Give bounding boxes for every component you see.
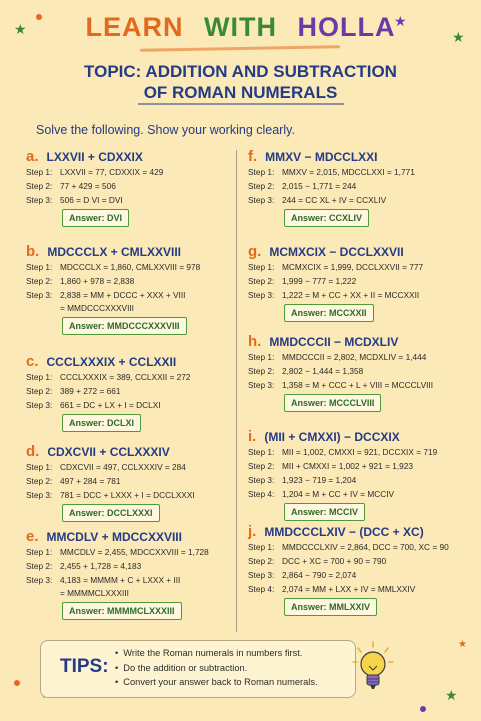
step-label: Step 1:: [26, 372, 53, 382]
step-label: Step 1:: [26, 462, 53, 472]
problem-title: [248, 333, 470, 350]
step-label: Step 4:: [248, 584, 275, 594]
step-label: Step 3:: [26, 290, 53, 300]
decor-dot: [14, 680, 20, 686]
answer-box: Answer: DCLXI: [62, 414, 141, 432]
tips-title: TIPS:: [60, 656, 109, 677]
step-label: Step 2:: [248, 276, 275, 286]
step-work: 661 = DC + LX + I = DCLXI: [60, 400, 161, 410]
tips-list: [115, 646, 318, 690]
star-icon: ★: [458, 639, 467, 650]
step-row: [248, 459, 470, 473]
step-work: 389 + 272 = 661: [60, 386, 121, 396]
step-work: 1,999 − 777 = 1,222: [282, 276, 357, 286]
problem-letter: d.: [26, 443, 40, 460]
problem-expression: CCCLXXXIX + CCLXXII: [46, 355, 177, 369]
topic-line-2: OF ROMAN NUMERALS: [143, 83, 338, 102]
problem-expression: (MII + CMXXI) − DCCXIX: [264, 430, 400, 444]
problem-letter: c.: [26, 353, 39, 370]
step-label: Step 2:: [248, 181, 275, 191]
answer-box: Answer: DVI: [62, 209, 129, 227]
answer-box: Answer: MCCIV: [284, 503, 365, 521]
problem-j: [248, 523, 470, 616]
step-label: Step 3:: [248, 290, 275, 300]
brand-title: [0, 12, 481, 43]
topic-heading: [0, 61, 481, 103]
brand-word-with: WITH: [204, 12, 277, 42]
answer-box: Answer: MCCCLVIII: [284, 394, 381, 412]
step-label: Step 4:: [248, 489, 275, 499]
step-row: [26, 573, 248, 587]
step-label: Step 3:: [26, 400, 53, 410]
step-row: [248, 473, 470, 487]
step-work: 2,838 = MM + DCCC + XXX + VIII: [60, 290, 186, 300]
topic-line-1: TOPIC: ADDITION AND SUBTRACTION: [84, 62, 397, 81]
problem-g: [248, 243, 470, 322]
step-row: [248, 364, 470, 378]
problem-expression: MMCDLV + MDCCXXVIII: [46, 530, 182, 544]
step-row: [26, 288, 248, 302]
step-row: [26, 260, 248, 274]
problem-title: [248, 428, 470, 445]
step-label: Step 3:: [248, 380, 275, 390]
star-icon: ★: [445, 687, 458, 703]
step-label: Step 2:: [248, 366, 275, 376]
step-work: CCCLXXXIX = 389, CCLXXII = 272: [60, 372, 191, 382]
problem-title: [26, 528, 248, 545]
step-row: [248, 260, 470, 274]
step-row: [248, 165, 470, 179]
step-row: [248, 179, 470, 193]
problem-letter: a.: [26, 148, 39, 165]
step-work: 497 + 284 = 781: [60, 476, 121, 486]
tip-item: • Do the addition or subtraction.: [115, 661, 318, 676]
problem-i: [248, 428, 470, 521]
step-label: Step 2:: [248, 556, 275, 566]
step-work: 1,204 = M + CC + IV = MCCIV: [282, 489, 395, 499]
problem-expression: MCMXCIX − DCCLXXVII: [269, 245, 404, 259]
step-work: 1,222 = M + CC + XX + II = MCCXXII: [282, 290, 420, 300]
step-label: Step 3:: [26, 195, 53, 205]
step-row: [248, 582, 470, 596]
lightbulb-icon: [350, 640, 396, 696]
step-work: DCC + XC = 700 + 90 = 790: [282, 556, 387, 566]
answer-box: Answer: CCXLIV: [284, 209, 369, 227]
step-row: [26, 559, 248, 573]
problem-a: [26, 148, 248, 227]
step-label: Step 2:: [26, 181, 53, 191]
step-continuation: = MMDCCCXXXVIII: [60, 303, 134, 313]
step-row: [248, 568, 470, 582]
step-label: Step 3:: [26, 490, 53, 500]
step-work: 77 + 429 = 506: [60, 181, 116, 191]
star-icon: ★: [14, 21, 27, 37]
problem-letter: i.: [248, 428, 257, 445]
problem-expression: CDXCVII + CCLXXXIV: [47, 445, 170, 459]
answer-box: Answer: MMDCCCXXXVIII: [62, 317, 187, 335]
step-work: 1,923 − 719 = 1,204: [282, 475, 357, 485]
step-row: [26, 179, 248, 193]
brand-word-learn: LEARN: [85, 12, 184, 42]
step-label: Step 1:: [26, 167, 53, 177]
step-label: Step 3:: [248, 475, 275, 485]
problem-expression: MMDCCCII − MCDXLIV: [269, 335, 399, 349]
step-work: MII = 1,002, CMXXI = 921, DCCXIX = 719: [282, 447, 438, 457]
star-icon: ★: [452, 29, 465, 45]
step-work: 2,455 + 1,728 = 4,183: [60, 561, 142, 571]
step-work: MMCDLV = 2,455, MDCCXXVIII = 1,728: [60, 547, 209, 557]
problem-letter: b.: [26, 243, 40, 260]
answer-box: Answer: MMLXXIV: [284, 598, 377, 616]
step-row: [248, 487, 470, 501]
problem-letter: g.: [248, 243, 262, 260]
step-work: 4,183 = MMMM + C + LXXX + III: [60, 575, 181, 585]
decor-dot: [420, 706, 426, 712]
step-work: MCMXCIX = 1,999, DCCLXXVII = 777: [282, 262, 424, 272]
step-label: Step 2:: [248, 461, 275, 471]
step-label: Step 1:: [248, 167, 275, 177]
star-icon: ★: [394, 13, 407, 29]
step-continuation: = MMMMCLXXXIII: [60, 588, 129, 598]
step-label: Step 2:: [26, 476, 53, 486]
step-label: Step 1:: [248, 447, 275, 457]
step-label: Step 3:: [248, 570, 275, 580]
problem-d: [26, 443, 248, 522]
step-row: [26, 488, 248, 502]
problem-expression: LXXVII + CDXXIX: [46, 150, 143, 164]
step-work: 1,358 = M + CCC + L + VIII = MCCCLVIII: [282, 380, 434, 390]
answer-box: Answer: MMMMCLXXXIII: [62, 602, 182, 620]
step-work: 781 = DCC + LXXX + I = DCCLXXXI: [60, 490, 195, 500]
step-row: [26, 384, 248, 398]
step-work: MMXV = 2,015, MDCCLXXI = 1,771: [282, 167, 415, 177]
problem-b: [26, 243, 248, 335]
problem-expression: MDCCCLX + CMLXXVIII: [47, 245, 182, 259]
step-work: 244 = CC XL + IV = CCXLIV: [282, 195, 387, 205]
step-work: LXXVII = 77, CDXXIX = 429: [60, 167, 164, 177]
answer-box: Answer: MCCXXII: [284, 304, 374, 322]
step-label: Step 2:: [26, 386, 53, 396]
problem-expression: MMXV − MDCCLXXI: [265, 150, 378, 164]
problem-letter: j.: [248, 523, 257, 540]
problem-title: [26, 443, 248, 460]
step-label: Step 3:: [248, 195, 275, 205]
step-row: [26, 193, 248, 207]
step-work: MMDCCCII = 2,802, MCDXLIV = 1,444: [282, 352, 427, 362]
step-row: [248, 288, 470, 302]
step-row: [26, 165, 248, 179]
step-row: [248, 445, 470, 459]
problem-e: [26, 528, 248, 620]
problem-title: [26, 243, 248, 260]
step-work: MDCCCLX = 1,860, CMLXXVIII = 978: [60, 262, 201, 272]
step-row: [26, 274, 248, 288]
step-label: Step 1:: [26, 262, 53, 272]
step-row: [26, 398, 248, 412]
problem-c: [26, 353, 248, 432]
problem-title: [26, 353, 248, 370]
step-work: 1,860 + 978 = 2,838: [60, 276, 135, 286]
problem-letter: e.: [26, 528, 39, 545]
step-label: Step 1:: [248, 352, 275, 362]
step-label: Step 2:: [26, 561, 53, 571]
step-row: [26, 370, 248, 384]
tip-item: • Convert your answer back to Roman numerals.: [115, 675, 318, 690]
step-row: [26, 460, 248, 474]
problem-letter: h.: [248, 333, 262, 350]
problem-title: [248, 148, 470, 165]
step-label: Step 2:: [26, 276, 53, 286]
step-row: [26, 474, 248, 488]
problem-f: [248, 148, 470, 227]
problem-title: [248, 523, 470, 540]
step-work: 2,015 − 1,771 = 244: [282, 181, 357, 191]
step-work: 506 = D VI = DVI: [60, 195, 123, 205]
step-row: [248, 378, 470, 392]
step-row: [248, 274, 470, 288]
problem-h: [248, 333, 470, 412]
step-row: [26, 545, 248, 559]
problem-letter: f.: [248, 148, 258, 165]
brand-word-holla: HOLLA: [297, 12, 396, 42]
step-row: [248, 554, 470, 568]
step-row: [248, 193, 470, 207]
topic-underline: [138, 103, 344, 105]
step-work: MMDCCCLXIV = 2,864, DCC = 700, XC = 90: [282, 542, 449, 552]
instruction-text: Solve the following. Show your working clearly.: [36, 123, 295, 137]
problem-expression: MMDCCCLXIV − (DCC + XC): [264, 525, 424, 539]
step-work: MII + CMXXI = 1,002 + 921 = 1,923: [282, 461, 413, 471]
step-work: CDXCVII = 497, CCLXXXIV = 284: [60, 462, 186, 472]
brand-underline: [140, 45, 340, 51]
step-row: [248, 350, 470, 364]
tip-item: • Write the Roman numerals in numbers first.: [115, 646, 318, 661]
step-label: Step 1:: [248, 262, 275, 272]
step-label: Step 3:: [26, 575, 53, 585]
step-work: 2,074 = MM + LXX + IV = MMLXXIV: [282, 584, 416, 594]
problem-title: [26, 148, 248, 165]
problem-title: [248, 243, 470, 260]
answer-box: Answer: DCCLXXXI: [62, 504, 160, 522]
step-label: Step 1:: [26, 547, 53, 557]
step-work: 2,802 − 1,444 = 1,358: [282, 366, 364, 376]
step-work: 2,864 − 790 = 2,074: [282, 570, 357, 580]
step-row: [248, 540, 470, 554]
step-label: Step 1:: [248, 542, 275, 552]
